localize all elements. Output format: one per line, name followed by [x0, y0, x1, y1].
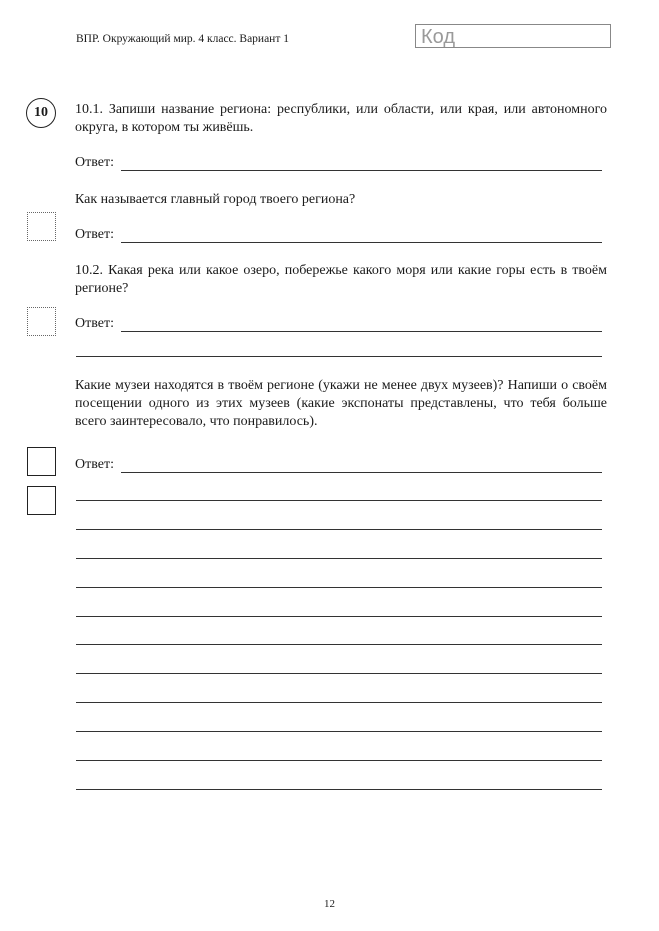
score-box[interactable] [27, 212, 56, 241]
task-number-circle: 10 [26, 98, 56, 128]
code-box[interactable] [415, 24, 611, 48]
answer-line[interactable] [76, 356, 602, 357]
question-10-1b-text: Как называется главный город твоего региона? [75, 192, 356, 207]
answer-label: Ответ: [75, 227, 114, 242]
answer-line[interactable] [121, 472, 602, 473]
answer-line[interactable] [76, 558, 602, 559]
answer-label: Ответ: [75, 155, 114, 170]
answer-line[interactable] [121, 242, 602, 243]
answer-label: Ответ: [75, 316, 114, 331]
answer-line[interactable] [76, 789, 602, 790]
answer-line[interactable] [121, 331, 602, 332]
score-box[interactable] [27, 447, 56, 476]
code-label: Код [421, 26, 456, 48]
answer-line[interactable] [76, 644, 602, 645]
answer-line[interactable] [76, 731, 602, 732]
question-10-2-text: 10.2. Какая река или какое озеро, побережье какого моря или какие горы есть в твоём регионе? [75, 263, 607, 296]
answer-line[interactable] [76, 760, 602, 761]
answer-line[interactable] [76, 673, 602, 674]
question-10-1-text: 10.1. Запиши название региона: республики, или области, или края, или автономного округа, в котором ты живёшь. [75, 102, 607, 135]
header-title: ВПР. Окружающий мир. 4 класс. Вариант 1 [76, 33, 289, 45]
answer-label: Ответ: [75, 457, 114, 472]
answer-line[interactable] [76, 500, 602, 501]
answer-line[interactable] [76, 616, 602, 617]
answer-line[interactable] [76, 587, 602, 588]
page-number: 12 [324, 898, 335, 910]
score-box[interactable] [27, 486, 56, 515]
score-box[interactable] [27, 307, 56, 336]
question-10-3-text: Какие музеи находятся в твоём регионе (укажи не менее двух музеев)? Напиши о своём посещении одного из этих музеев (какие экспонаты представлены, что тебя больше всего заинтересовало, что понравилось). [75, 378, 607, 429]
answer-line[interactable] [76, 702, 602, 703]
answer-line[interactable] [76, 529, 602, 530]
answer-line[interactable] [121, 170, 602, 171]
